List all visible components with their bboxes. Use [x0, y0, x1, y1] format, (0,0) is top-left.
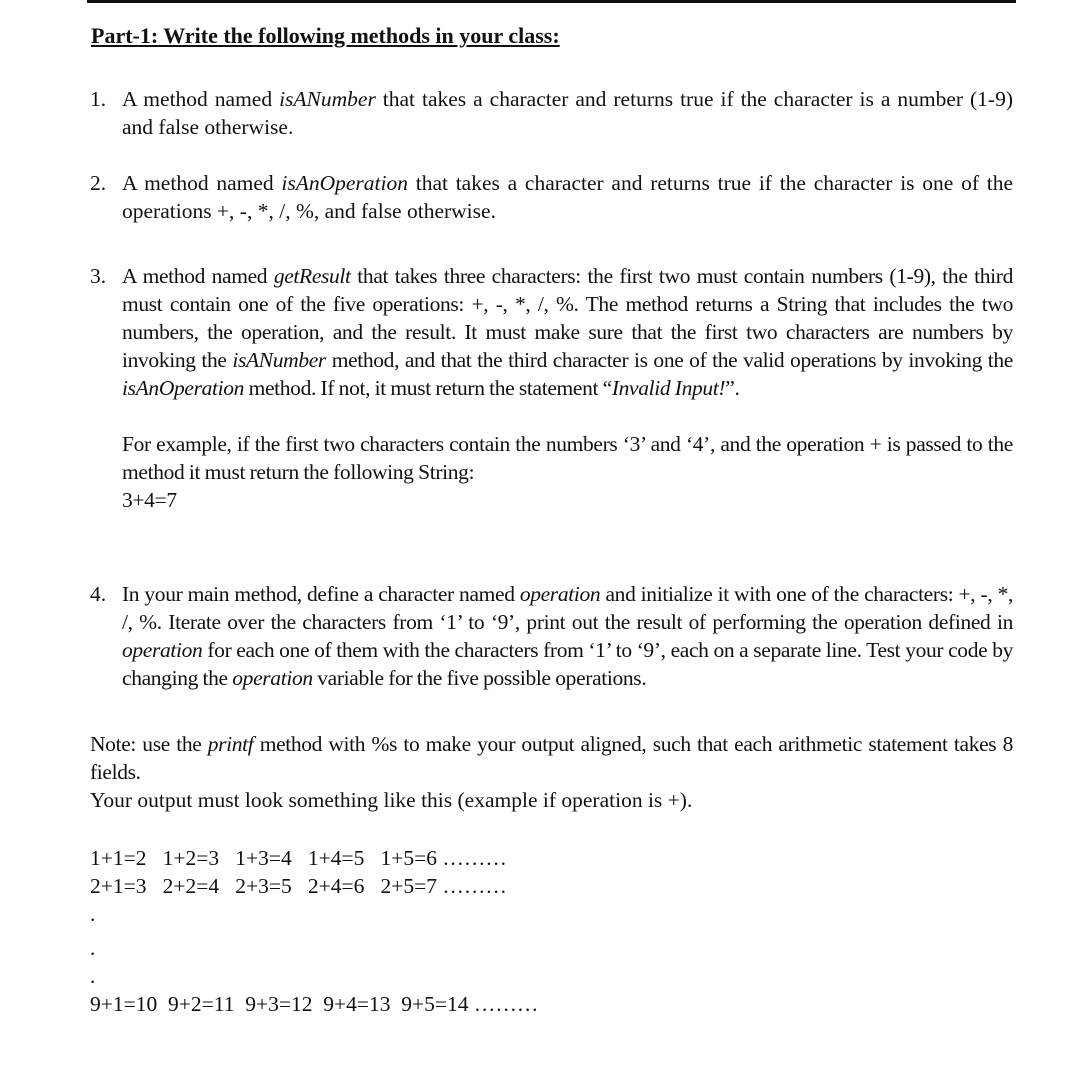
- method-name: isANumber: [232, 348, 326, 372]
- example-text: For example, if the first two characters contain the numbers ‘3’ and ‘4’, and the operation + is passed to the method it must return the following String:: [122, 432, 1013, 484]
- output-line: .: [90, 936, 96, 960]
- top-rule: [87, 0, 1016, 3]
- method-name: getResult: [273, 264, 351, 288]
- method-name: isANumber: [279, 87, 376, 111]
- variable-name: operation: [519, 582, 601, 606]
- output-line: 9+1=10 9+2=11 9+3=12 9+4=13 9+5=14 ………: [90, 992, 539, 1016]
- section-heading: Part-1: Write the following methods in your class:: [91, 23, 560, 48]
- output-line: 1+1=2 1+2=3 1+3=4 1+4=5 1+5=6 ………: [90, 846, 507, 870]
- item-text: A method named isANumber that takes a character and returns true if the character is a number (1-9) and false otherwise.: [122, 87, 1013, 139]
- method-name: printf: [207, 732, 254, 756]
- list-item-4: [90, 580, 1013, 692]
- list-item-3: [90, 262, 1013, 514]
- note: [90, 730, 1013, 814]
- item-number: 2.: [90, 171, 107, 195]
- variable-name: operation: [232, 666, 313, 690]
- item-number: 3.: [90, 264, 107, 288]
- output-line: 2+1=3 2+2=4 2+3=5 2+4=6 2+5=7 ………: [90, 874, 507, 898]
- output-line: .: [90, 964, 96, 988]
- item-text: A method named getResult that takes three characters: the first two must contain numbers (1-9), the third must contain one of the five operations: +, -, *, /, %. The method returns a String that includes the two numbers, the operation, and the result. It must make sure that the first two characters are numbers by invoking the isANumber method, and that the third character is one of the valid operations by invoking the isAnOperation method. If not, it must return the statement “Invalid Input!”. For example, if the first two characters contain the numbers ‘3’ and ‘4’, and the operation + is passed to the method it must return the following String: 3+4=7: [122, 264, 1014, 512]
- item-text: In your main method, define a character named operation and initialize it with one of the characters: +, -, *, /, %. Iterate over the characters from ‘1’ to ‘9’, print out the result of performing the operation defined in operation for each one of them with the characters from ‘1’ to ‘9’, each on a separate line. Test your code by changing the operation variable for the five possible operations.: [122, 582, 1013, 690]
- list-item-2: [90, 169, 1013, 225]
- item-number: 1.: [90, 87, 107, 111]
- output-line: .: [90, 902, 96, 926]
- invalid-input-text: Invalid Input!: [611, 376, 726, 400]
- list-item-1: [90, 85, 1013, 141]
- item-text: A method named isAnOperation that takes a character and returns true if the character is one of the operations +, -, *, /, %, and false otherwise.: [122, 171, 1013, 223]
- example-result: 3+4=7: [122, 488, 177, 512]
- note-intro: Your output must look something like this (example if operation is +).: [90, 788, 693, 812]
- item-number: 4.: [90, 582, 107, 606]
- method-name: isAnOperation: [281, 171, 408, 195]
- note-text: Note: use the printf method with %s to make your output aligned, such that each arithmetic statement takes 8 fields.: [90, 732, 1013, 784]
- method-name: isAnOperation: [122, 376, 245, 400]
- variable-name: operation: [122, 638, 203, 662]
